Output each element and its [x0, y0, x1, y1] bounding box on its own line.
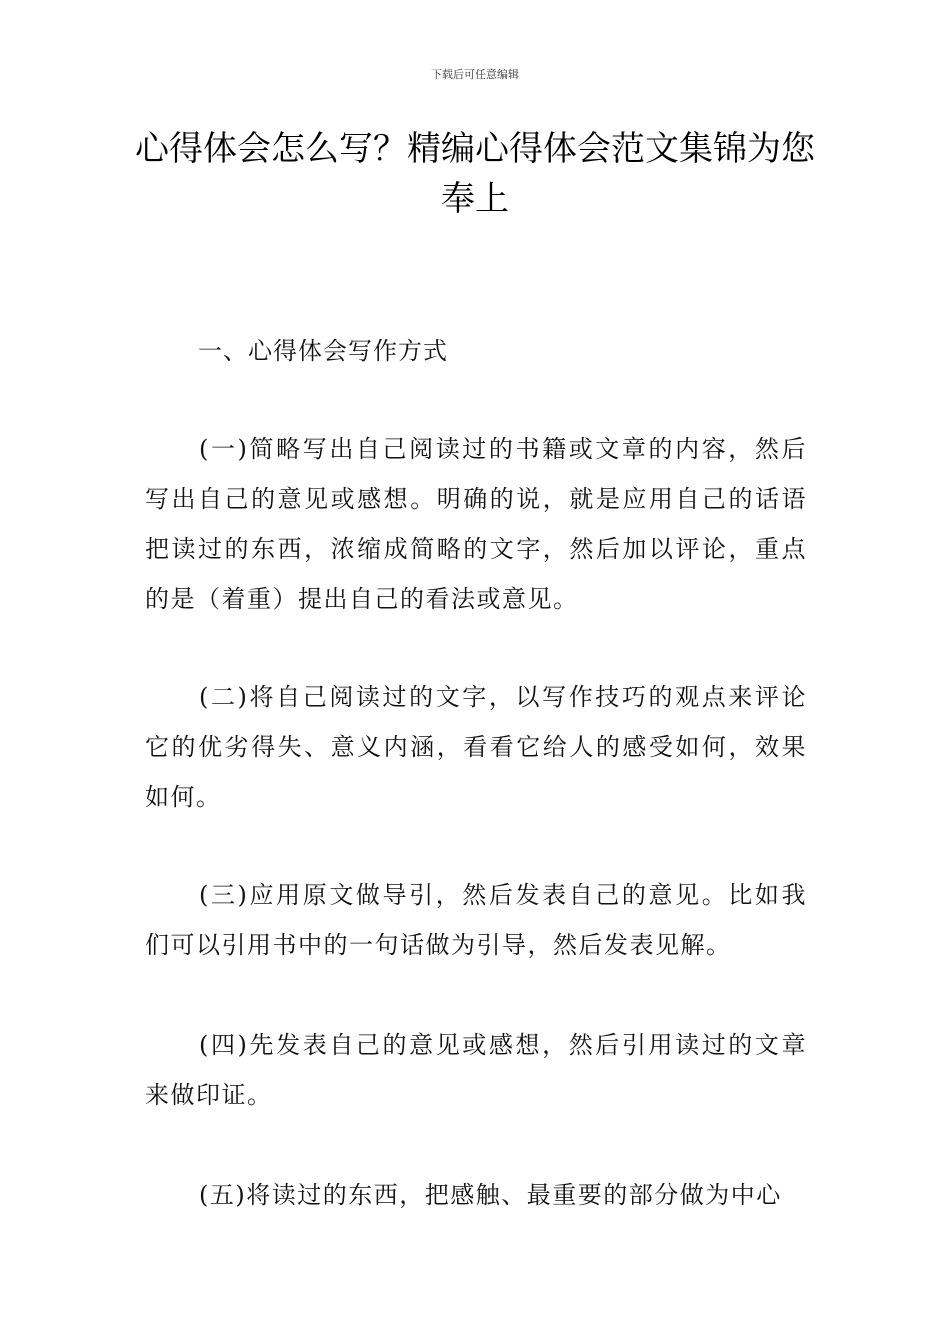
paragraph-4: (四)先发表自己的意见或感想，然后引用读过的文章来做印证。	[145, 1031, 807, 1109]
page-title: 心得体会怎么写？精编心得体会范文集锦为您奉上	[135, 129, 815, 219]
paragraph-3: (三)应用原文做导引，然后发表自己的意见。比如我们可以引用书中的一句话做为引导，然后发表见解。	[145, 881, 807, 959]
paragraph-2: (二)将自己阅读过的文字，以写作技巧的观点来评论它的优劣得失、意义内涵，看看它给人的感受如何，效果如何。	[145, 683, 807, 811]
paragraph-1: (一)简略写出自己阅读过的书籍或文章的内容，然后写出自己的意见或感想。明确的说，就是应用自己的话语把读过的东西，浓缩成简略的文字，然后加以评论，重点的是（着重）提出自己的看法或意见。	[145, 435, 807, 613]
paragraph-5: (五)将读过的东西，把感触、最重要的部分做为中心	[199, 1181, 782, 1209]
section-heading: 一、心得体会写作方式	[198, 337, 448, 365]
header-note: 下载后可任意编辑	[431, 68, 519, 81]
